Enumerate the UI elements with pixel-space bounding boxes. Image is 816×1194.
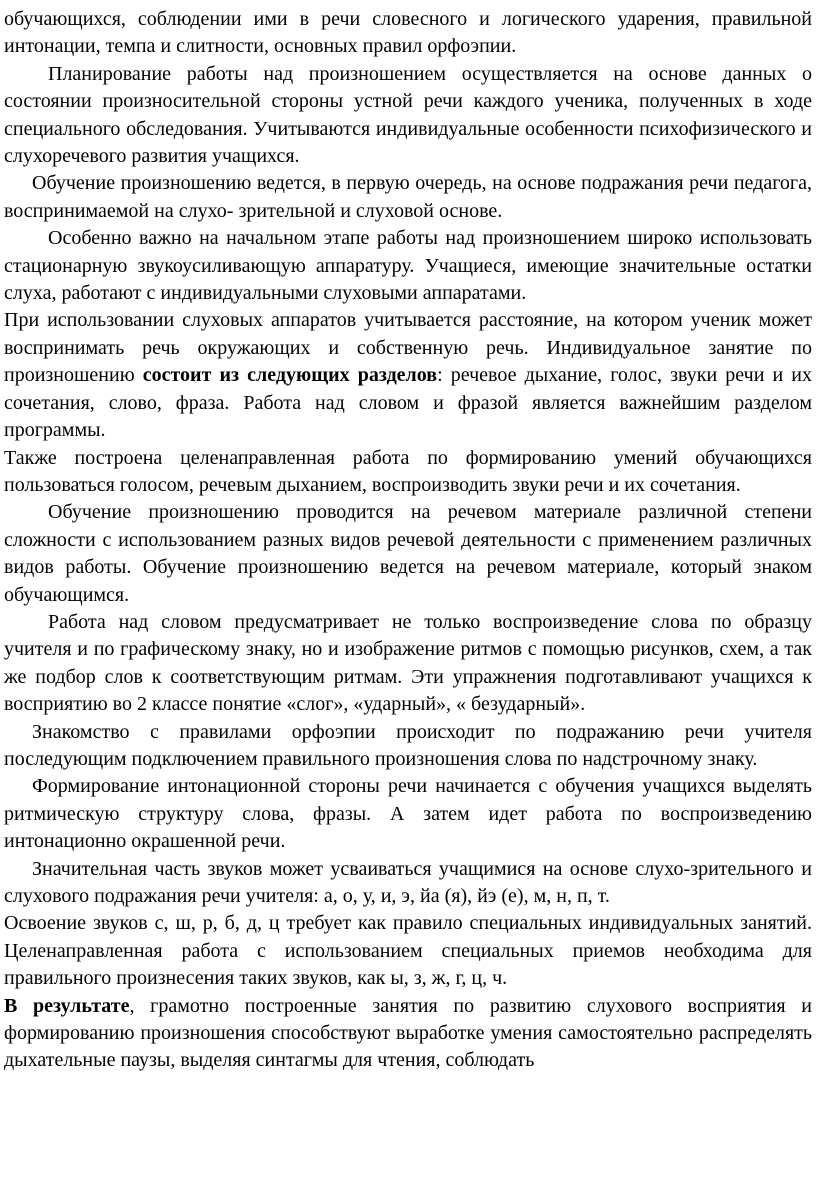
paragraph-5-text-before: При использовании слуховых аппаратов учитывается расстояние, на котором ученик может воспринимать речь окружающих и собственную речь. Индивидуальное занятие по произношению	[4, 309, 812, 387]
paragraph-13-text-after: , грамотно построенные занятия по развитию слухового восприятия и формированию произношения способствуют выработке умения самостоятельно распределять дыхательные паузы, выделяя синтагмы для чтения, соблюдать	[4, 994, 812, 1072]
paragraph-2: Планирование работы над произношением осуществляется на основе данных о состоянии произносительной стороны устной речи каждого ученика, полученных в ходе специального обследования. Учитываются индивидуальные особенности психофизического и слухоречевого развития учащихся.	[4, 62, 812, 168]
paragraph-6: Также построена целенаправленная работа по формированию умений обучающихся пользоваться голосом, речевым дыханием, воспроизводить звуки речи и их сочетания.	[4, 446, 812, 496]
paragraph-12: Освоение звуков с, ш, р, б, д, ц требует как правило специальных индивидуальных занятий. Целенаправленная работа с использованием специальных приемов необходима для правильного произнесения таких звуков, как ы, з, ж, г, ц, ч.	[4, 912, 812, 990]
paragraph-7: Обучение произношению проводится на речевом материале различной степени сложности с использованием разных видов речевой деятельности с применением различных видов работы. Обучение произношению ведется на речевом материале, который знаком обучающимся.	[4, 501, 812, 606]
paragraph-11: Значительная часть звуков может усваиваться учащимися на основе слухо-зрительного и слухового подражания речи учителя: а, о, у, и, э, йа (я), йэ (е), м, н, п, т.	[4, 857, 812, 907]
paragraph-8: Работа над словом предусматривает не только воспроизведение слова по образцу учителя и по графическому знаку, но и изображение ритмов с помощью рисунков, схем, а так же подбор слов к соответствующим ритмам. Эти упражнения подготавливают учащихся к восприятию во 2 классе понятие «слог», «ударный», « безударный».	[4, 610, 812, 716]
paragraph-3: Обучение произношению ведется, в первую очередь, на основе подражания речи педагога, воспринимаемой на слухо- зрительной и слуховой основе.	[4, 172, 812, 222]
paragraph-4: Особенно важно на начальном этапе работы над произношением широко использовать стационарную звукоусиливающую аппаратуру. Учащиеся, имеющие значительные остатки слуха, работают с индивидуальными слуховыми аппаратами.	[4, 227, 812, 305]
paragraph-10: Формирование интонационной стороны речи начинается с обучения учащихся выделять ритмическую структуру слова, фразы. А затем идет работа по воспроизведению интонационно окрашенной речи.	[4, 775, 812, 853]
paragraph-1: обучающихся, соблюдении ими в речи словесного и логического ударения, правильной интонации, темпа и слитности, основных правил орфоэпии.	[4, 8, 812, 58]
paragraph-13-bold: В результате	[4, 994, 130, 1017]
paragraph-5	[4, 307, 812, 444]
paragraph-13	[4, 993, 812, 1075]
paragraph-5-bold: состоит из следующих разделов	[142, 364, 438, 387]
paragraph-9: Знакомство с правилами орфоэпии происходит по подражанию речи учителя последующим подключением правильного произношения слова по надстрочному знаку.	[4, 720, 812, 770]
paragraph-5-text-after: : речевое дыхание, голос, звуки речи и их сочетания, слово, фраза. Работа над словом и фразой является важнейшим разделом программы.	[4, 364, 813, 442]
